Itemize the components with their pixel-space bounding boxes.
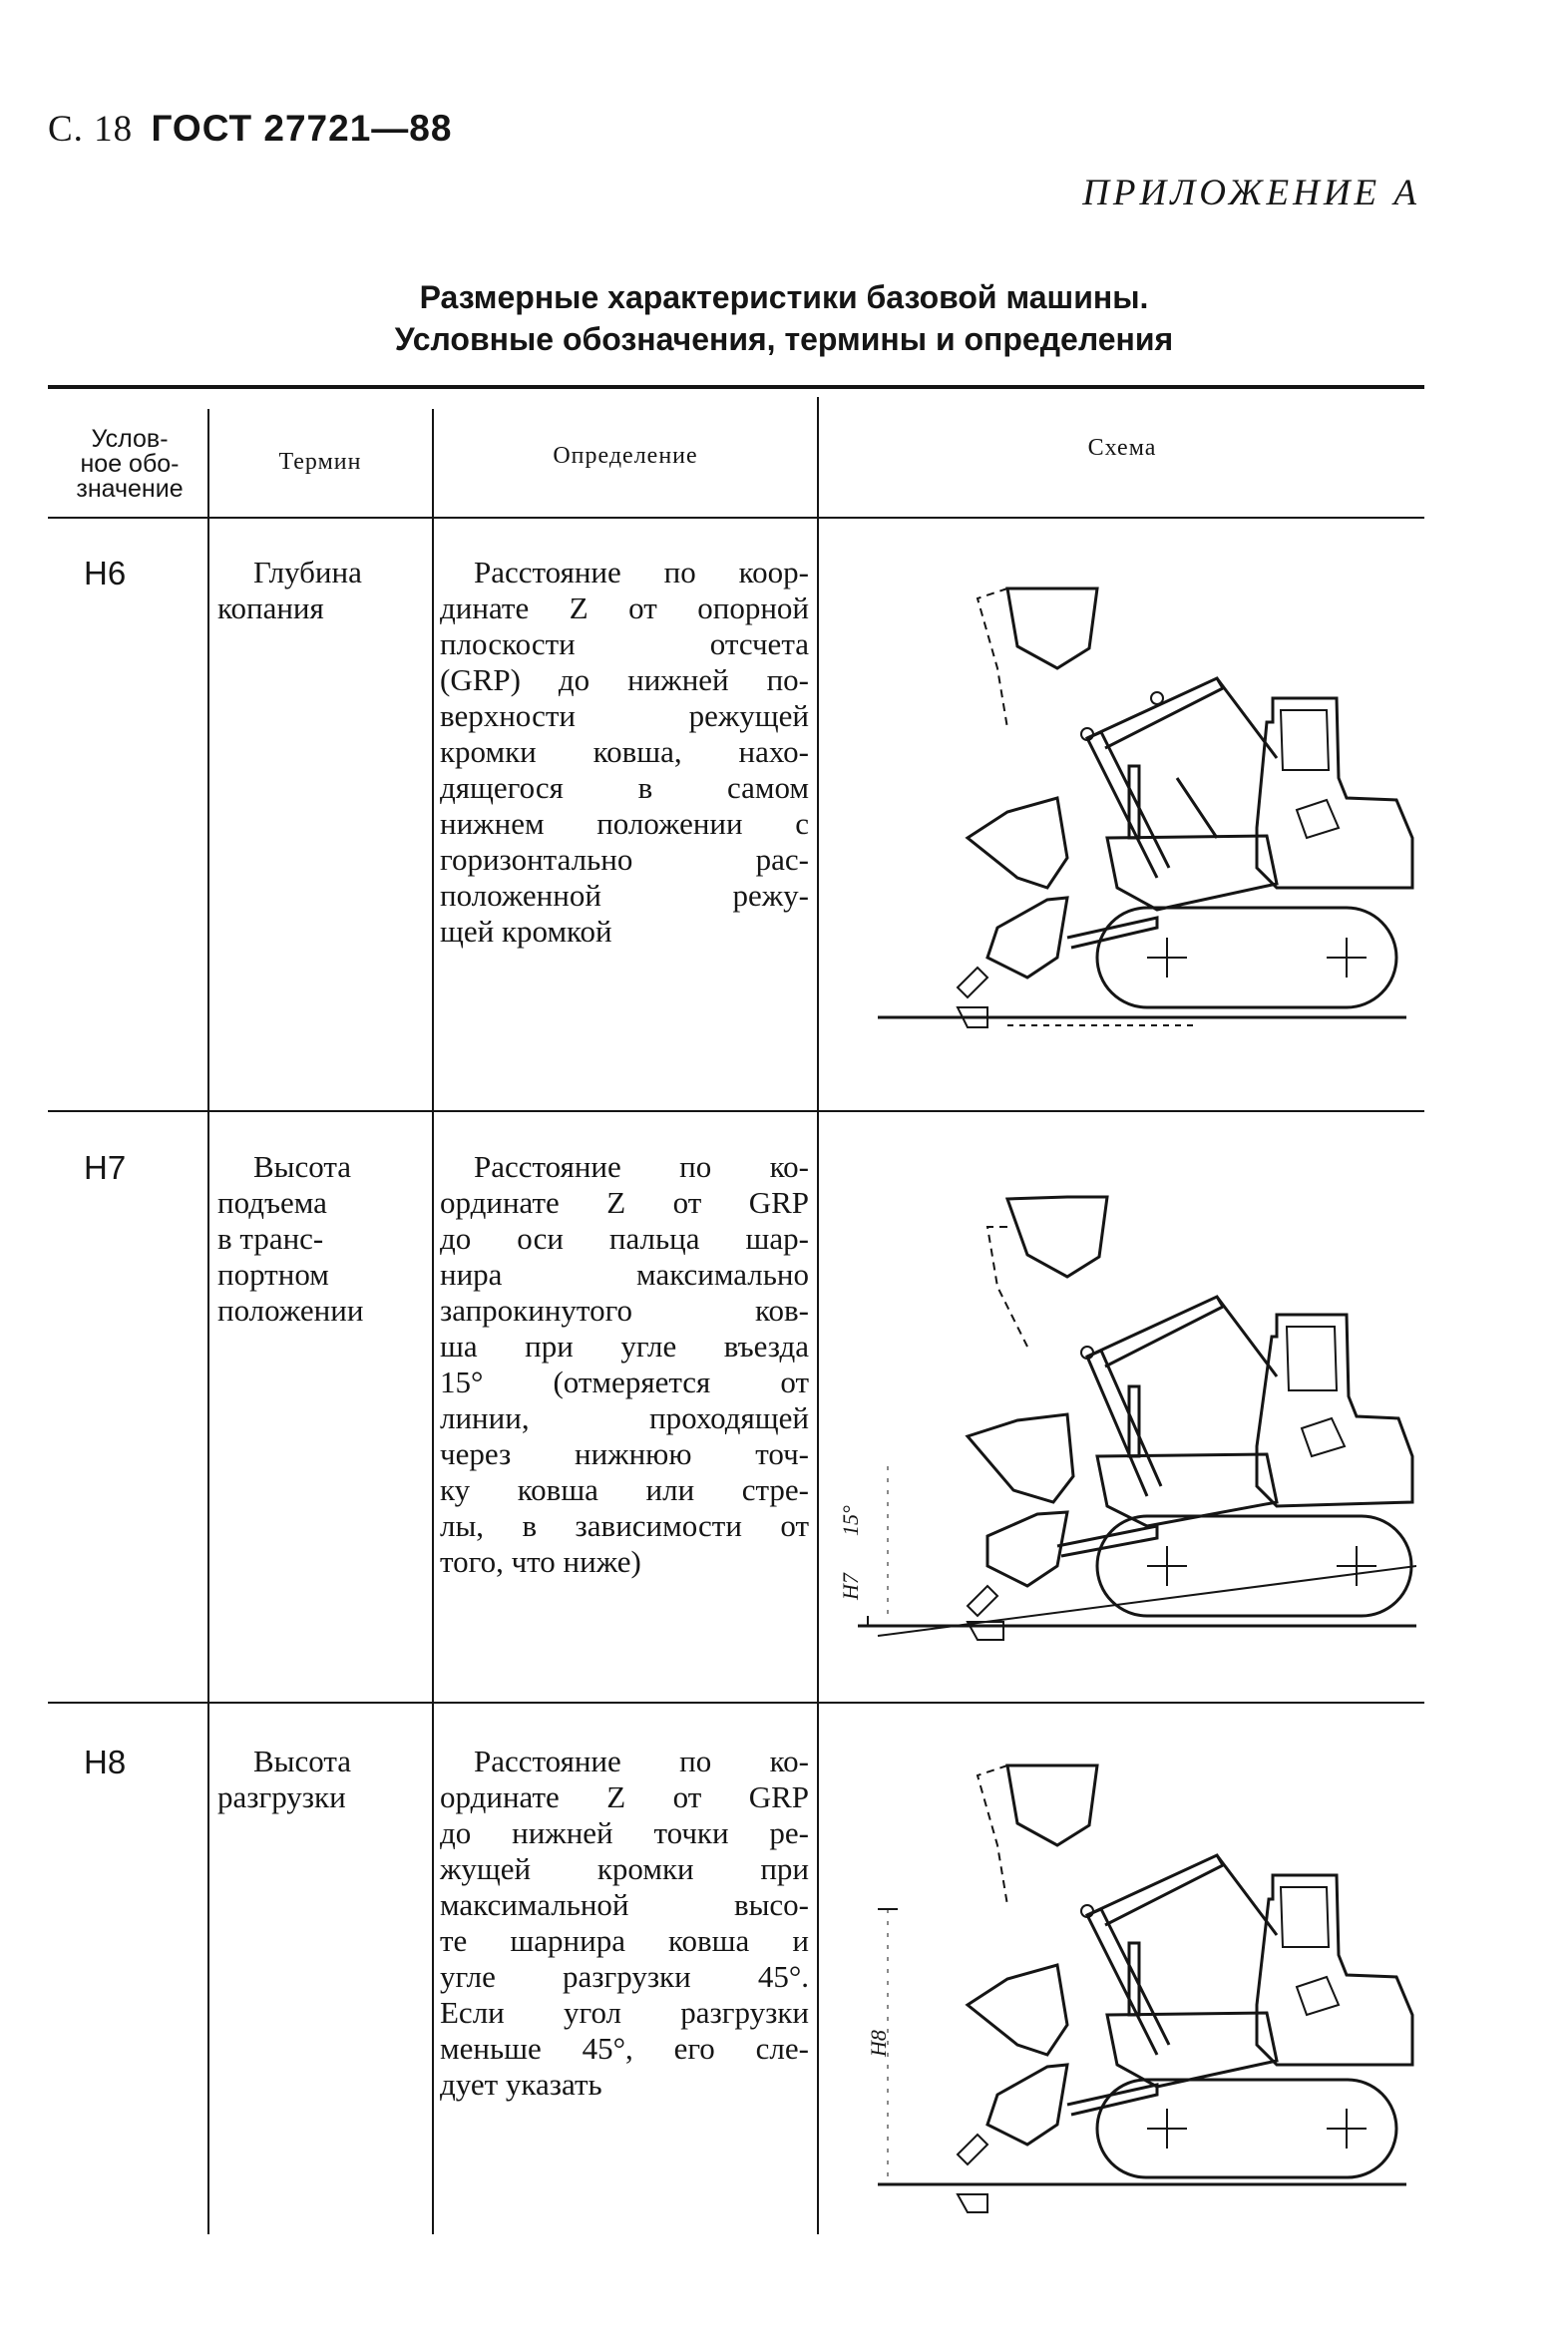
definition-line: жущей кромки при — [440, 1851, 809, 1886]
definition-line: ша при угле въезда — [440, 1329, 809, 1364]
column-divider — [432, 409, 434, 2234]
header-bottom-rule — [48, 517, 1424, 519]
definition-line: дует указать — [440, 2067, 602, 2102]
column-header-definition: Определение — [553, 443, 698, 469]
angle-label: 15° — [838, 1505, 863, 1536]
row-symbol: H8 — [84, 1744, 127, 1780]
definition-line: Расстояние по ко- — [474, 1744, 809, 1778]
definition-line: динате Z от опорной — [440, 590, 809, 625]
term-line: портном — [217, 1257, 329, 1292]
definition-line: верхности режущей — [440, 698, 809, 733]
definition-line: щей кромкой — [440, 914, 612, 949]
column-divider — [207, 409, 209, 2234]
row-term — [217, 1744, 417, 1815]
definition-line: до оси пальца шар- — [440, 1221, 809, 1256]
definition-line: ординате Z от GRP — [440, 1185, 809, 1220]
definition-line: до нижней точки ре- — [440, 1815, 809, 1850]
definition-line: Расстояние по коор- — [474, 555, 809, 589]
table-title-line-2: Условные обозначения, термины и определения — [394, 321, 1174, 357]
term-line: в транс- — [217, 1221, 324, 1256]
definition-line: дящегося в самом — [440, 770, 809, 805]
row-symbol: H6 — [84, 555, 127, 591]
header-line: Услов- — [91, 425, 169, 453]
term-line: Высота — [253, 1149, 352, 1184]
definition-line: линии, проходящей — [440, 1400, 809, 1435]
term-line: разгрузки — [217, 1779, 346, 1814]
term-line: Глубина — [253, 555, 362, 589]
term-line: положении — [217, 1293, 364, 1328]
row-symbol: H7 — [84, 1149, 127, 1186]
h7-dimension-label: H7 — [838, 1573, 863, 1600]
definition-line: кромки ковша, нахо- — [440, 734, 809, 769]
definition-line: положенной режу- — [440, 878, 809, 913]
term-line: копания — [217, 590, 324, 625]
row-divider — [48, 1702, 1424, 1704]
definition-line: Расстояние по ко- — [474, 1149, 809, 1184]
row-definition — [440, 555, 809, 950]
definition-line: нижнем положении с — [440, 806, 809, 841]
definition-line: запрокинутого ков- — [440, 1293, 809, 1328]
row-definition — [440, 1149, 809, 1580]
definition-line: через нижнюю точ- — [440, 1436, 809, 1471]
definition-line: того, что ниже) — [440, 1544, 641, 1579]
row-term — [217, 555, 417, 626]
h8-dimension-label: H8 — [866, 2030, 891, 2057]
column-header-term: Термин — [278, 449, 362, 475]
term-line: Высота — [253, 1744, 352, 1778]
row-term — [217, 1149, 417, 1329]
definition-line: плоскости отсчета — [440, 626, 809, 661]
definition-line: ку ковша или стре- — [440, 1472, 809, 1507]
definition-line: (GRP) до нижней по- — [440, 662, 809, 697]
definition-line: 15° (отмеряется от — [440, 1365, 809, 1399]
standard-number: ГОСТ 27721—88 — [151, 108, 453, 149]
table-title-line-1: Размерные характеристики базовой машины. — [419, 279, 1149, 315]
definition-line: нира максимально — [440, 1257, 809, 1292]
header-line: значение — [76, 475, 184, 503]
table-top-rule — [48, 385, 1424, 389]
page-header — [48, 108, 452, 151]
appendix-label: ПРИЛОЖЕНИЕ А — [1082, 173, 1420, 213]
loader-scheme-h6 — [858, 539, 1416, 1077]
definition-line: ординате Z от GRP — [440, 1779, 809, 1814]
definition-line: меньше 45°, его сле- — [440, 2031, 809, 2066]
page-number: С. 18 — [48, 109, 134, 150]
header-line: ное обо- — [80, 450, 180, 478]
definition-line: Если угол разгрузки — [440, 1995, 809, 2030]
row-definition — [440, 1744, 809, 2103]
definition-line: те шарнира ковша и — [440, 1923, 809, 1958]
column-header-scheme: Схема — [1087, 435, 1157, 461]
term-line: подъема — [217, 1185, 327, 1220]
definition-line: угле разгрузки 45°. — [440, 1959, 809, 1994]
definition-line: горизонтально рас- — [440, 842, 809, 877]
row-divider — [48, 1110, 1424, 1112]
definition-line: лы, в зависимости от — [440, 1508, 809, 1543]
loader-scheme-h8 — [858, 1726, 1416, 2244]
loader-scheme-h7 — [818, 1147, 1416, 1686]
column-header-symbol — [60, 427, 199, 502]
definition-line: максимальной высо- — [440, 1887, 809, 1922]
